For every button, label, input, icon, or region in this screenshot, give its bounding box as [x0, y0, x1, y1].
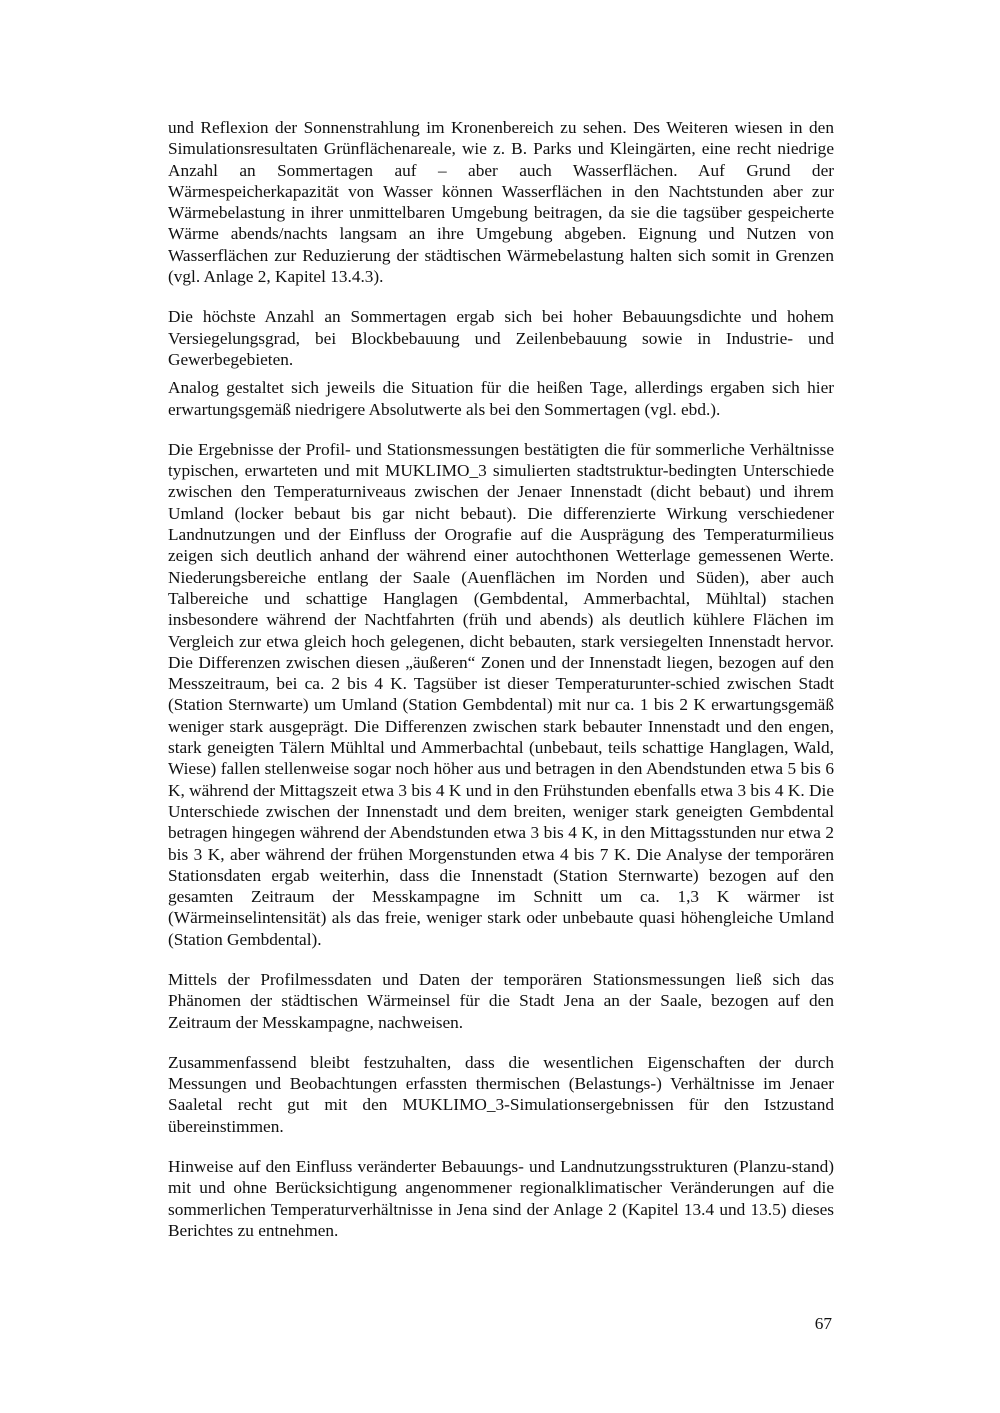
paragraph-hot-days: Analog gestaltet sich jeweils die Situation für die heißen Tage, allerdings ergaben sich hier erwartungsgemäß niedrigere Absolutwerte als bei den Sommertagen (vgl. ebd.).	[168, 378, 834, 419]
page-number: 67	[814, 1314, 832, 1333]
paragraph-heat-island-proof: Mittels der Profilmessdaten und Daten der temporären Stationsmessungen ließ sich das Phänomen der städtischen Wärmeinsel für die Stadt Jena an der Saale, bezogen auf den Zeitraum der Messkampagne, nachweisen.	[168, 969, 834, 1032]
paragraph-summary: Zusammenfassend bleibt festzuhalten, dass die wesentlichen Eigenschaften der durch Messungen und Beobachtungen erfassten thermischen (Belastungs-) Verhältnisse im Jenaer Saaletal recht gut mit den MUKLIMO_3-Simulationsergebnissen für den Istzustand übereinstimmen.	[168, 1052, 834, 1136]
document-page	[168, 117, 834, 1241]
paragraph-references: Hinweise auf den Einfluss veränderter Bebauungs- und Landnutzungsstrukturen (Planzu-stand) mit und ohne Berücksichtigung angenommener regionalklimatischer Veränderungen auf die sommerlichen Temperaturverhältnisse in Jena sind der Anlage 2 (Kapitel 13.4 und 13.5) dieses Berichtes zu entnehmen.	[168, 1157, 834, 1240]
paragraph-water-surfaces: und Reflexion der Sonnenstrahlung im Kronenbereich zu sehen. Des Weiteren wiesen in den Simulationsresultaten Grünflächenareale, wie z. B. Parks und Kleingärten, eine recht niedrige Anzahl an Sommertagen auf – aber auch Wasserflächen. Auf Grund der Wärmespeicherkapazität von Wasser können Wasserflächen in den Nachtstunden aber zur Wärmebelastung in ihrer unmittelbaren Umgebung beitragen, da sie die tagsüber gespeicherte Wärme abends/nachts langsam an ihre Umgebung abgeben. Eignung und Nutzen von Wasserflächen zur Reduzierung der städtischen Wärmebelastung halten sich somit in Grenzen (vgl. Anlage 2, Kapitel 13.4.3).	[168, 118, 834, 287]
paragraph-summer-days-max: Die höchste Anzahl an Sommertagen ergab sich bei hoher Bebauungsdichte und hohem Versiegelungsgrad, bei Blockbebauung und Zeilenbebauung sowie in Industrie- und Gewerbegebieten.	[168, 307, 834, 369]
paragraph-measurement-results: Die Ergebnisse der Profil- und Stationsmessungen bestätigten die für sommerliche Verhältnisse typischen, erwarteten und mit MUKLIMO_3 simulierten stadtstruktur-bedingten Unterschiede zwischen den Temperaturniveaus zwischen der Jenaer Innenstadt (dicht bebaut) und ihrem Umland (locker bebaut bis gar nicht bebaut). Die differenzierte Wirkung verschiedener Landnutzungen und der Einfluss der Orografie auf die Ausprägung des Temperaturmilieus zeigen sich deutlich anhand der während einer autochthonen Wetterlage gemessenen Werte. Niederungsbereiche entlang der Saale (Auenflächen im Norden und Süden), aber auch Talbereiche und schattige Hanglagen (Gembdental, Ammerbachtal, Mühltal) stachen insbesondere während der Nachtfahrten (früh und abends) als deutlich kühlere Flächen im Vergleich zur etwa gleich hoch gelegenen, dicht bebauten, stark versiegelten Innenstadt hervor. Die Differenzen zwischen diesen „äußeren“ Zonen und der Innenstadt liegen, bezogen auf den Messzeitraum, bei ca. 2 bis 4 K. Tagsüber ist dieser Temperaturunter-schied zwischen Stadt (Station Sternwarte) um Umland (Station Gembdental) mit nur ca. 1 bis 2 K erwartungsgemäß weniger stark ausgeprägt. Die Differenzen zwischen stark bebauter Innenstadt und den engen, stark geneigten Tälern Mühltal und Ammerbachtal (unbebaut, teils schattige Hanglagen, Wald, Wiese) fallen stellenweise sogar noch höher aus und betragen in den Abendstunden etwa 5 bis 6 K, während der Mittagszeit etwa 3 bis 4 K und in den Frühstunden ebenfalls etwa 3 bis 4 K. Die Unterschiede zwischen der Innenstadt und dem breiten, weniger stark geneigten Gembdental betragen hingegen während der Abendstunden etwa 3 bis 4 K, in den Mittagsstunden nur etwa 2 bis 3 K, aber während der frühen Morgenstunden etwa 4 bis 7 K. Die Analyse der temporären Stationsdaten ergab weiterhin, dass die Innenstadt (Station Sternwarte) bezogen auf den gesamten Zeitraum der Messkampagne im Schnitt um ca. 1,3 K wärmer ist (Wärmeinselintensität) als das freie, weniger stark oder unbebaute quasi höhengleiche Umland (Station Gembdental).	[168, 439, 834, 949]
